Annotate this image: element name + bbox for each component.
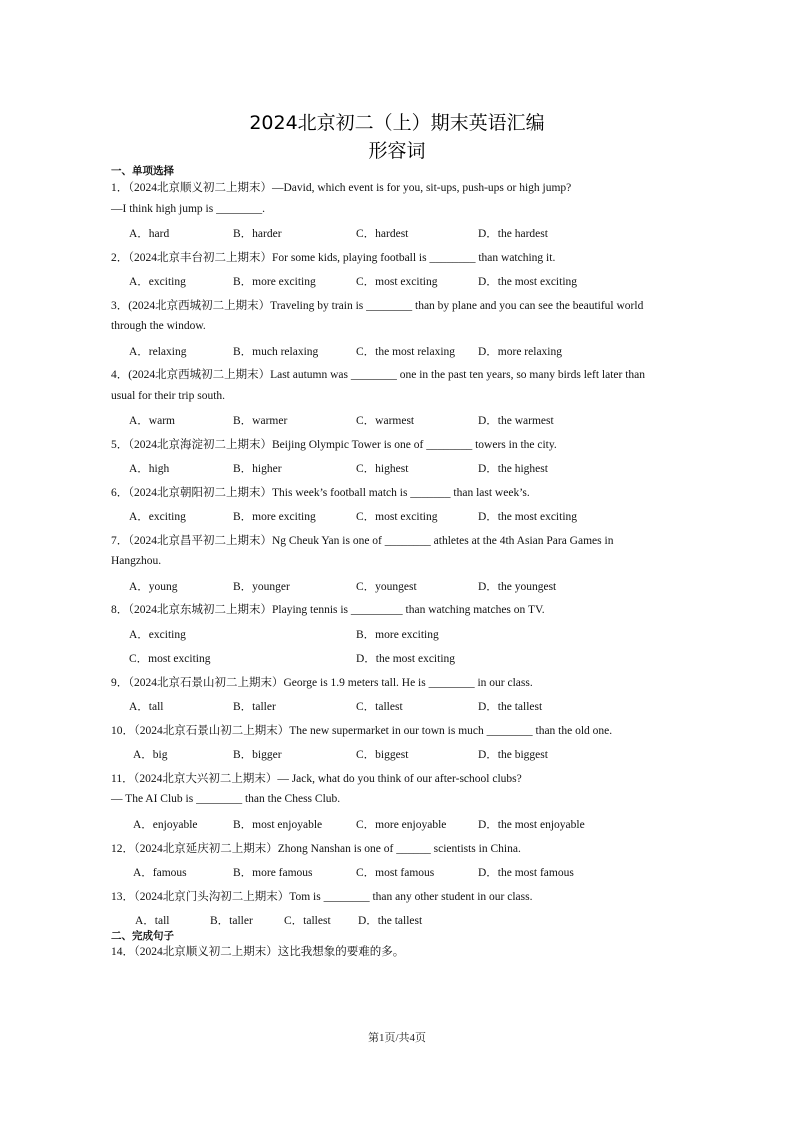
question-11-option-b: B．most enjoyable: [233, 819, 323, 831]
question-2-option-b: B．more exciting: [233, 276, 316, 288]
question-13-text: 13．（2024北京门头沟初二上期末）Tom is ________ than any other student in our class.: [111, 891, 533, 903]
question-7-text-line-1: 7．（2024北京昌平初二上期末）Ng Cheuk Yan is one of ________ athletes at the 4th Asian Para Games in: [111, 535, 614, 547]
question-4-option-b: B．warmer: [233, 415, 288, 427]
question-3-option-a: A．relaxing: [129, 346, 187, 358]
question-12-option-d: D．the most famous: [478, 867, 574, 879]
question-7-option-a: A．young: [129, 581, 178, 593]
question-9-text: 9．（2024北京石景山初二上期末）George is 1.9 meters tall. He is ________ in our class.: [111, 677, 533, 689]
question-10-text: 10．（2024北京石景山初二上期末）The new supermarket in our town is much ________ than the old one.: [111, 725, 613, 737]
question-11-text-line-1: 11．（2024北京大兴初二上期末）— Jack, what do you think of our after-school clubs?: [111, 773, 522, 785]
question-9-option-a: A．tall: [129, 701, 164, 713]
question-1-text-line-1: 1．（2024北京顺义初二上期末）—David, which event is for you, sit-ups, push-ups or high jump?: [111, 182, 572, 194]
question-8-option-c: C．most exciting: [129, 653, 211, 665]
section-heading-complete-sentences: 二、完成句子: [111, 930, 174, 942]
question-1-option-c: C．hardest: [356, 228, 409, 240]
question-5-option-b: B．higher: [233, 463, 282, 475]
question-10-option-d: D．the biggest: [478, 749, 548, 761]
question-3-text-line-1: 3．(2024北京西城初二上期末）Traveling by train is ________ than by plane and you can see the beautiful world: [111, 300, 644, 312]
question-13-option-d: D．the tallest: [358, 915, 423, 927]
question-7-option-b: B．younger: [233, 581, 290, 593]
question-6-option-b: B．more exciting: [233, 511, 316, 523]
page-footer: 第1页/共4页: [367, 1032, 427, 1044]
question-9-option-b: B．taller: [233, 701, 276, 713]
question-5-option-d: D．the highest: [478, 463, 548, 475]
question-7-text-line-2: Hangzhou.: [111, 555, 162, 567]
question-2-option-d: D．the most exciting: [478, 276, 578, 288]
question-1-option-d: D．the hardest: [478, 228, 548, 240]
question-3-option-d: D．more relaxing: [478, 346, 562, 358]
question-5-option-c: C．highest: [356, 463, 409, 475]
question-2-text: 2．（2024北京丰台初二上期末）For some kids, playing football is ________ than watching it.: [111, 252, 556, 264]
page-subtitle: 形容词: [368, 140, 426, 162]
question-12-option-c: C．most famous: [356, 867, 435, 879]
question-7-option-c: C．youngest: [356, 581, 417, 593]
question-8-option-a: A．exciting: [129, 629, 186, 641]
question-5-text: 5．（2024北京海淀初二上期末）Beijing Olympic Tower is one of ________ towers in the city.: [111, 439, 557, 451]
question-6-text: 6．（2024北京朝阳初二上期末）This week’s football match is _______ than last week’s.: [111, 487, 530, 499]
question-4-option-a: A．warm: [129, 415, 175, 427]
question-10-option-a: A．big: [133, 749, 168, 761]
section-heading-single-choice: 一、单项选择: [111, 165, 174, 177]
question-4-option-d: D．the warmest: [478, 415, 554, 427]
question-9-option-d: D．the tallest: [478, 701, 543, 713]
question-11-option-c: C．more enjoyable: [356, 819, 447, 831]
question-3-text-line-2: through the window.: [111, 320, 206, 332]
question-4-option-c: C．warmest: [356, 415, 415, 427]
question-4-text-line-2: usual for their trip south.: [111, 390, 226, 402]
question-12-option-b: B．more famous: [233, 867, 313, 879]
question-12-option-a: A．famous: [133, 867, 187, 879]
question-1-text-line-2: —I think high jump is ________.: [111, 203, 265, 215]
question-2-option-c: C．most exciting: [356, 276, 438, 288]
question-8-option-b: B．more exciting: [356, 629, 439, 641]
question-3-option-b: B．much relaxing: [233, 346, 319, 358]
question-12-text: 12．（2024北京延庆初二上期末）Zhong Nanshan is one of ______ scientists in China.: [111, 843, 521, 855]
question-10-option-b: B．bigger: [233, 749, 282, 761]
question-3-option-c: C．the most relaxing: [356, 346, 456, 358]
question-6-option-a: A．exciting: [129, 511, 186, 523]
question-11-option-a: A．enjoyable: [133, 819, 198, 831]
question-6-option-c: C．most exciting: [356, 511, 438, 523]
question-13-option-b: B．taller: [210, 915, 253, 927]
question-11-text-line-2: — The AI Club is ________ than the Chess Club.: [111, 793, 341, 805]
question-14-text: 14．（2024北京顺义初二上期末）这比我想象的要难的多。: [111, 946, 405, 958]
question-9-option-c: C．tallest: [356, 701, 403, 713]
question-4-text-line-1: 4．(2024北京西城初二上期末）Last autumn was ________ one in the past ten years, so many birds left later than: [111, 369, 646, 381]
question-2-option-a: A．exciting: [129, 276, 186, 288]
question-6-option-d: D．the most exciting: [478, 511, 578, 523]
question-13-option-c: C．tallest: [284, 915, 331, 927]
question-1-option-b: B．harder: [233, 228, 282, 240]
question-10-option-c: C．biggest: [356, 749, 409, 761]
question-1-option-a: A．hard: [129, 228, 170, 240]
question-8-text: 8．（2024北京东城初二上期末）Playing tennis is _________ than watching matches on TV.: [111, 604, 545, 616]
page-title: 2024北京初二（上）期末英语汇编: [249, 112, 545, 134]
question-5-option-a: A．high: [129, 463, 170, 475]
question-11-option-d: D．the most enjoyable: [478, 819, 585, 831]
question-7-option-d: D．the youngest: [478, 581, 557, 593]
question-13-option-a: A．tall: [135, 915, 170, 927]
question-8-option-d: D．the most exciting: [356, 653, 456, 665]
